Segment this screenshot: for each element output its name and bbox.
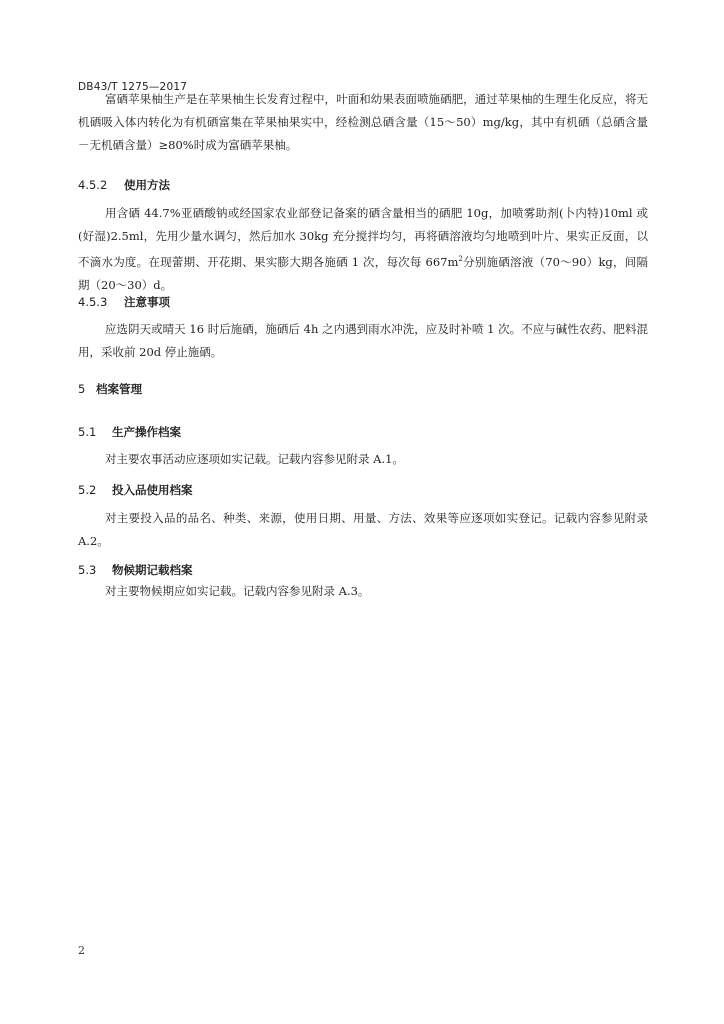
- production-record-paragraph: 对主要农事活动应逐项如实记载。记载内容参见附录 A.1。: [105, 452, 404, 466]
- heading-number: 5: [78, 382, 86, 396]
- heading-number: 5.1: [78, 425, 97, 439]
- usage-text-b: 分别施硒溶液（70～90）kg，间隔期（20～30）d。: [78, 254, 648, 292]
- heading-number: 5.3: [78, 563, 97, 577]
- heading-title: 物候期记载档案: [112, 563, 193, 577]
- page-number: 2: [78, 944, 85, 957]
- heading-number: 5.2: [78, 483, 97, 497]
- heading-5-1: [78, 424, 181, 440]
- heading-number: 4.5.3: [78, 295, 108, 309]
- heading-4-5-3: [78, 294, 170, 310]
- superscript-2: 2: [458, 255, 463, 263]
- phenology-record-paragraph: 对主要物候期应如实记载。记载内容参见附录 A.3。: [105, 584, 370, 598]
- precautions-paragraph: 应选阴天或晴天 16 时后施硒，施硒后 4h 之内遇到雨水冲洗，应及时补喷 1 次。不应与碱性农药、肥料混用，采收前 20d 停止施硒。: [78, 322, 648, 359]
- heading-title: 生产操作档案: [112, 425, 181, 439]
- heading-4-5-2: [78, 177, 170, 193]
- heading-5: [78, 381, 142, 397]
- heading-number: 4.5.2: [78, 178, 108, 192]
- heading-title: 注意事项: [124, 295, 170, 309]
- document-code: DB43/T 1275—2017: [78, 81, 188, 93]
- inputs-record-paragraph: 对主要投入品的品名、种类、来源，使用日期、用量、方法、效果等应逐项如实登记。记载内容参见附录 A.2。: [78, 511, 648, 548]
- heading-5-2: [78, 482, 193, 498]
- heading-title: 使用方法: [124, 178, 170, 192]
- heading-5-3: [78, 562, 193, 578]
- usage-text-a: 用含硒 44.7%亚硒酸钠或经国家农业部登记备案的硒含量相当的硒肥 10g，加喷雾助剂(卜内特)10ml 或(好湿)2.5ml，先用少量水调匀，然后加水 30kg 充分搅拌均匀，再将硒溶液均匀地喷到叶片、果实正反面，以不滴水为度。在现蕾期、开花期、果实膨大期各施硒 1 次，每次每 667m: [78, 206, 648, 269]
- usage-paragraph: [78, 202, 648, 297]
- intro-paragraph: 富硒苹果柚生产是在苹果柚生长发育过程中，叶面和幼果表面喷施硒肥，通过苹果柚的生理生化反应，将无机硒吸入体内转化为有机硒富集在苹果柚果实中，经检测总硒含量（15～50）mg/kg，其中有机硒（总硒含量－无机硒含量）≥80%时成为富硒苹果柚。: [78, 92, 648, 152]
- heading-title: 投入品使用档案: [112, 483, 193, 497]
- heading-title: 档案管理: [96, 382, 142, 396]
